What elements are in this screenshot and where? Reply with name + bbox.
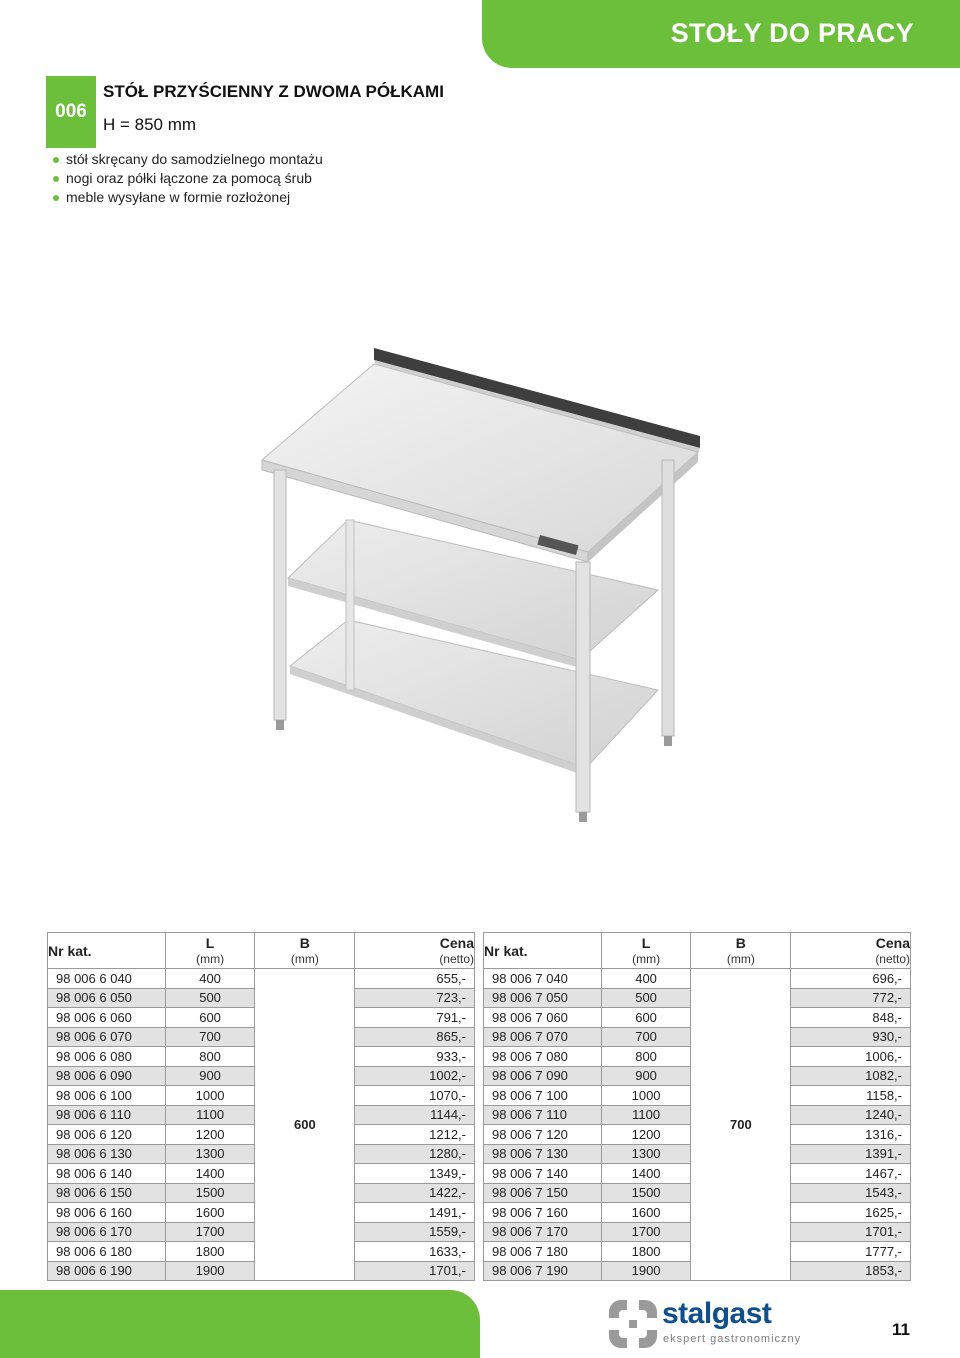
table-row [484, 969, 911, 989]
cell-price: 1391,- [791, 1144, 911, 1164]
feature-item: nogi oraz półki łączone za pomocą śrub [52, 169, 323, 188]
cell-price: 865,- [355, 1027, 475, 1047]
cell-price: 1082,- [791, 1066, 911, 1086]
cell-catalog-number: 98 006 7 170 [484, 1222, 602, 1242]
col-header-b: B (mm) [255, 933, 355, 969]
cell-price: 772,- [791, 988, 911, 1008]
cell-price: 1467,- [791, 1164, 911, 1184]
cell-length: 900 [601, 1066, 691, 1086]
cell-length: 500 [165, 988, 255, 1008]
cell-price: 1491,- [355, 1203, 475, 1223]
cell-depth: 700 [691, 969, 791, 1281]
cell-length: 800 [165, 1047, 255, 1067]
cell-price: 1633,- [355, 1242, 475, 1262]
cell-length: 1300 [601, 1144, 691, 1164]
col-header-nr: Nr kat. [484, 933, 602, 969]
cell-catalog-number: 98 006 6 060 [48, 1008, 166, 1028]
cell-price: 1543,- [791, 1183, 911, 1203]
table-row [48, 969, 475, 989]
feature-list [52, 150, 323, 207]
cell-length: 900 [165, 1066, 255, 1086]
cell-price: 933,- [355, 1047, 475, 1067]
cell-catalog-number: 98 006 7 040 [484, 969, 602, 989]
cell-length: 1200 [165, 1125, 255, 1145]
cell-price: 1212,- [355, 1125, 475, 1145]
col-header-l: L (mm) [601, 933, 691, 969]
cell-catalog-number: 98 006 6 190 [48, 1261, 166, 1281]
cell-price: 1144,- [355, 1105, 475, 1125]
cell-length: 1500 [165, 1183, 255, 1203]
col-header-price: Cena (netto) [791, 933, 911, 969]
cell-length: 1800 [165, 1242, 255, 1262]
cell-price: 1625,- [791, 1203, 911, 1223]
table-header-row [48, 933, 475, 969]
cell-price: 723,- [355, 988, 475, 1008]
cell-length: 1000 [165, 1086, 255, 1106]
cell-length: 400 [165, 969, 255, 989]
cell-length: 1100 [165, 1105, 255, 1125]
cell-price: 1349,- [355, 1164, 475, 1184]
cell-length: 1700 [165, 1222, 255, 1242]
cell-catalog-number: 98 006 7 100 [484, 1086, 602, 1106]
product-title: STÓŁ PRZYŚCIENNY Z DWOMA PÓŁKAMI [103, 82, 444, 101]
cell-price: 1701,- [355, 1261, 475, 1281]
cell-price: 1280,- [355, 1144, 475, 1164]
cell-price: 1002,- [355, 1066, 475, 1086]
cell-catalog-number: 98 006 7 120 [484, 1125, 602, 1145]
cell-price: 930,- [791, 1027, 911, 1047]
stalgast-logo-icon [607, 1298, 659, 1350]
cell-length: 1100 [601, 1105, 691, 1125]
category-banner [482, 0, 960, 68]
cell-catalog-number: 98 006 6 100 [48, 1086, 166, 1106]
cell-price: 1777,- [791, 1242, 911, 1262]
cell-catalog-number: 98 006 6 090 [48, 1066, 166, 1086]
cell-price: 1070,- [355, 1086, 475, 1106]
cell-price: 1422,- [355, 1183, 475, 1203]
page-number: 11 [892, 1320, 910, 1339]
category-title: STOŁY DO PRACY [670, 18, 914, 48]
cell-length: 1500 [601, 1183, 691, 1203]
cell-length: 500 [601, 988, 691, 1008]
cell-catalog-number: 98 006 7 180 [484, 1242, 602, 1262]
cell-catalog-number: 98 006 6 140 [48, 1164, 166, 1184]
cell-length: 1400 [601, 1164, 691, 1184]
cell-price: 1158,- [791, 1086, 911, 1106]
table-body [48, 969, 475, 1281]
cell-length: 1400 [165, 1164, 255, 1184]
cell-price: 1853,- [791, 1261, 911, 1281]
cell-catalog-number: 98 006 7 080 [484, 1047, 602, 1067]
cell-catalog-number: 98 006 6 160 [48, 1203, 166, 1223]
col-header-l: L (mm) [165, 933, 255, 969]
col-header-price: Cena (netto) [355, 933, 475, 969]
price-table-b700 [483, 932, 911, 1281]
cell-catalog-number: 98 006 6 040 [48, 969, 166, 989]
cell-catalog-number: 98 006 7 060 [484, 1008, 602, 1028]
cell-catalog-number: 98 006 6 050 [48, 988, 166, 1008]
cell-catalog-number: 98 006 7 160 [484, 1203, 602, 1223]
cell-length: 800 [601, 1047, 691, 1067]
cell-catalog-number: 98 006 6 080 [48, 1047, 166, 1067]
cell-length: 1800 [601, 1242, 691, 1262]
cell-length: 600 [165, 1008, 255, 1028]
cell-price: 1559,- [355, 1222, 475, 1242]
cell-length: 400 [601, 969, 691, 989]
product-code-badge [46, 76, 96, 148]
cell-length: 700 [601, 1027, 691, 1047]
cell-price: 1240,- [791, 1105, 911, 1125]
cell-catalog-number: 98 006 7 050 [484, 988, 602, 1008]
cell-catalog-number: 98 006 6 110 [48, 1105, 166, 1125]
cell-catalog-number: 98 006 7 130 [484, 1144, 602, 1164]
price-table-b600 [47, 932, 475, 1281]
cell-length: 1600 [165, 1203, 255, 1223]
product-height: H = 850 mm [103, 115, 197, 134]
cell-catalog-number: 98 006 7 070 [484, 1027, 602, 1047]
cell-length: 700 [165, 1027, 255, 1047]
brand-name: stalgast [662, 1297, 772, 1330]
cell-length: 600 [601, 1008, 691, 1028]
cell-length: 1900 [165, 1261, 255, 1281]
cell-price: 1701,- [791, 1222, 911, 1242]
cell-catalog-number: 98 006 7 110 [484, 1105, 602, 1125]
cell-price: 791,- [355, 1008, 475, 1028]
cell-price: 655,- [355, 969, 475, 989]
cell-catalog-number: 98 006 6 170 [48, 1222, 166, 1242]
cell-length: 1300 [165, 1144, 255, 1164]
cell-catalog-number: 98 006 6 150 [48, 1183, 166, 1203]
cell-catalog-number: 98 006 6 070 [48, 1027, 166, 1047]
col-header-nr: Nr kat. [48, 933, 166, 969]
cell-catalog-number: 98 006 7 190 [484, 1261, 602, 1281]
cell-catalog-number: 98 006 6 180 [48, 1242, 166, 1262]
cell-price: 696,- [791, 969, 911, 989]
cell-catalog-number: 98 006 6 130 [48, 1144, 166, 1164]
brand-tagline: ekspert gastronomiczny [663, 1333, 802, 1345]
product-code: 006 [55, 101, 87, 122]
cell-price: 848,- [791, 1008, 911, 1028]
cell-catalog-number: 98 006 7 140 [484, 1164, 602, 1184]
feature-item: stół skręcany do samodzielnego montażu [52, 150, 323, 169]
footer-banner [0, 1290, 480, 1358]
cell-length: 1200 [601, 1125, 691, 1145]
cell-length: 1600 [601, 1203, 691, 1223]
table-header-row [484, 933, 911, 969]
feature-item: meble wysyłane w formie rozłożonej [52, 188, 323, 207]
col-header-b: B (mm) [691, 933, 791, 969]
cell-length: 1000 [601, 1086, 691, 1106]
cell-depth: 600 [255, 969, 355, 1281]
cell-catalog-number: 98 006 7 090 [484, 1066, 602, 1086]
cell-catalog-number: 98 006 7 150 [484, 1183, 602, 1203]
cell-length: 1900 [601, 1261, 691, 1281]
table-body [484, 969, 911, 1281]
cell-price: 1316,- [791, 1125, 911, 1145]
product-table-illustration [250, 330, 720, 840]
cell-price: 1006,- [791, 1047, 911, 1067]
cell-catalog-number: 98 006 6 120 [48, 1125, 166, 1145]
cell-length: 1700 [601, 1222, 691, 1242]
